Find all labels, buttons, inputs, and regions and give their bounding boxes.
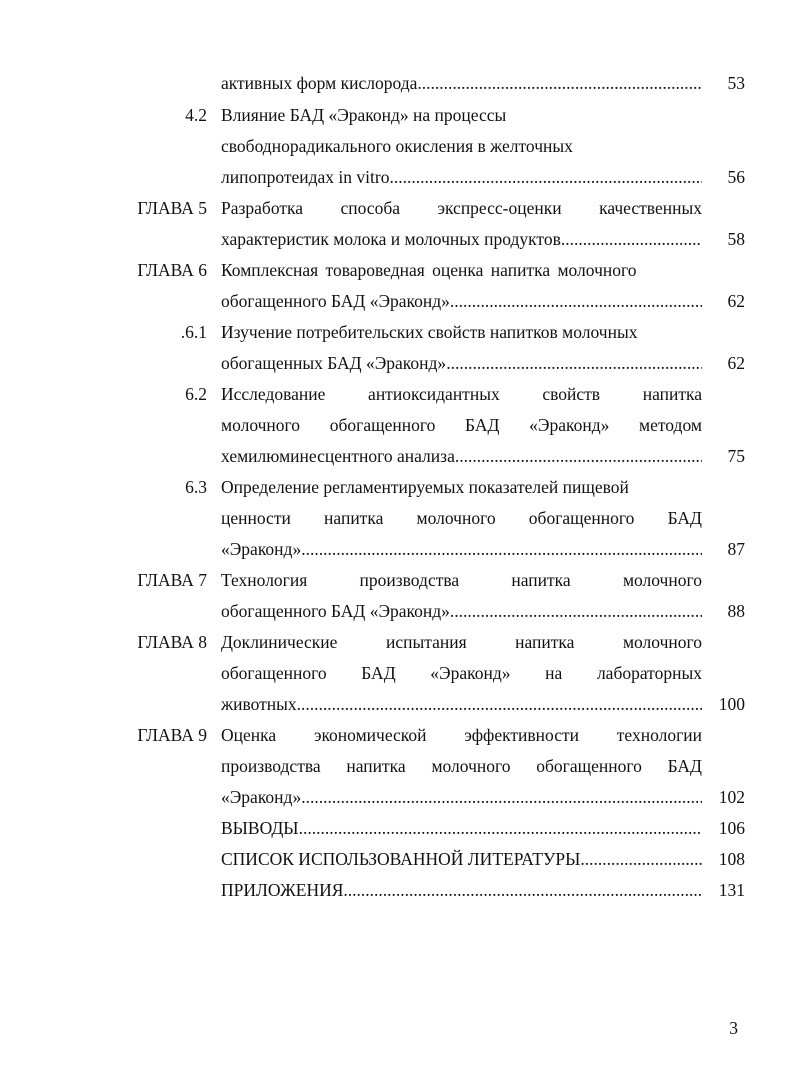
toc-entry-line	[221, 785, 702, 809]
toc-page-number: 102	[718, 787, 745, 807]
word: испытания	[385, 632, 467, 652]
toc-entry-text: характеристик молока и молочных продуктов	[221, 229, 561, 249]
dot-leader	[301, 785, 702, 809]
toc-label: 6.3	[185, 477, 207, 497]
word: Технология	[221, 570, 308, 590]
word: ценности	[221, 508, 291, 528]
toc-entry-line	[221, 568, 702, 592]
toc-page-number: 131	[718, 880, 745, 900]
word: молочного	[622, 570, 702, 590]
toc-page-number: 87	[727, 539, 745, 559]
toc-entry-line	[221, 599, 702, 623]
toc-label: 6.2	[185, 384, 207, 404]
toc-entry-line	[221, 444, 702, 468]
toc-page-number: 62	[727, 353, 745, 373]
toc-entry-conclusions	[221, 816, 702, 840]
dot-leader	[343, 878, 702, 902]
word: Исследование	[221, 384, 326, 404]
toc-page-number: 62	[727, 291, 745, 311]
toc-entry-text: обогащенного БАД «Эраконд»	[221, 291, 450, 311]
dot-leader	[450, 289, 702, 313]
toc-entry-text: ПРИЛОЖЕНИЯ	[221, 880, 344, 900]
toc-label: ГЛАВА 5	[137, 198, 207, 218]
toc-label: ГЛАВА 9	[137, 725, 207, 745]
toc-page-number: 75	[727, 446, 745, 466]
toc-page-number: 106	[718, 818, 745, 838]
dot-leader	[561, 227, 702, 251]
toc-page-number: 88	[727, 601, 745, 621]
toc-entry-text: СПИСОК ИСПОЛЬЗОВАННОЙ ЛИТЕРАТУРЫ	[221, 849, 581, 869]
toc-entry-text: Влияние БАД «Эраконд» на процессы	[221, 105, 507, 125]
toc-page-number: 58	[727, 229, 745, 249]
word: свойств	[542, 384, 601, 404]
toc-entry-text: свободнорадикального окисления в желточных	[221, 136, 573, 156]
word: напитка	[515, 632, 575, 652]
toc-label: ГЛАВА 7	[137, 570, 207, 590]
word: напитка	[511, 570, 571, 590]
word: «Эраконд»	[529, 415, 610, 435]
word: Оценка	[221, 725, 277, 745]
toc-page-number: 100	[718, 694, 745, 714]
toc-entry-line	[221, 630, 702, 654]
toc-entry-text: Изучение потребительских свойств напитков молочных	[221, 322, 638, 342]
word: на	[545, 663, 563, 683]
page-number: 3	[729, 1018, 738, 1038]
word: методом	[639, 415, 702, 435]
word: молочного	[431, 756, 511, 776]
toc-page-number: 108	[718, 849, 745, 869]
word: экспресс-оценки	[437, 198, 562, 218]
toc-entry-line	[221, 413, 702, 437]
dot-leader	[450, 599, 702, 623]
toc-entry-line	[221, 754, 702, 778]
toc-entry-line	[221, 165, 702, 189]
toc-entry-line	[221, 506, 702, 530]
word: напитка	[346, 756, 406, 776]
dot-leader	[580, 847, 702, 871]
word: технологии	[616, 725, 702, 745]
toc-entry-text: обогащенных БАД «Эраконд»	[221, 353, 447, 373]
toc-entry-line	[221, 227, 702, 251]
dot-leader	[299, 816, 702, 840]
word: лабораторных	[596, 663, 702, 683]
toc-entry-line	[221, 196, 702, 220]
toc-entry-text: Комплексная товароведная оценка напитка молочного	[221, 260, 637, 280]
toc-entry-text: животных	[221, 694, 297, 714]
word: БАД	[361, 663, 396, 683]
dot-leader	[389, 165, 702, 189]
word: обогащенного	[329, 415, 436, 435]
toc-entry-active-oxygen	[221, 71, 702, 95]
word: молочного	[416, 508, 496, 528]
toc-entry-text: «Эраконд»	[221, 787, 302, 807]
word: эффективности	[464, 725, 579, 745]
toc-entry-text: обогащенного БАД «Эраконд»	[221, 601, 450, 621]
dot-leader	[455, 444, 702, 468]
toc-page-number: 53	[727, 73, 745, 93]
toc-entry-appendices	[221, 878, 702, 902]
word: молочного	[221, 415, 301, 435]
word: напитка	[642, 384, 702, 404]
word: антиоксидантных	[368, 384, 500, 404]
word: качественных	[599, 198, 702, 218]
word: Доклинические	[221, 632, 338, 652]
word: напитка	[324, 508, 384, 528]
toc-entry-line	[221, 351, 702, 375]
word: производства	[221, 756, 321, 776]
word: молочного	[622, 632, 702, 652]
toc-entry-line	[221, 723, 702, 747]
toc-label: ГЛАВА 8	[137, 632, 207, 652]
toc-entry-line	[221, 382, 702, 406]
toc-entry-line	[221, 289, 702, 313]
dot-leader	[297, 692, 702, 716]
word: обогащенного	[536, 756, 642, 776]
dot-leader	[417, 71, 702, 95]
word: БАД	[667, 756, 702, 776]
toc-page-number: 56	[727, 167, 745, 187]
toc-label: ГЛАВА 6	[137, 260, 207, 280]
dot-leader	[446, 351, 702, 375]
word: производства	[359, 570, 460, 590]
word: обогащенного	[221, 663, 327, 683]
toc-entry-line	[221, 661, 702, 685]
toc-entry-text: ВЫВОДЫ	[221, 818, 299, 838]
toc-entry-references	[221, 847, 702, 871]
word: экономической	[313, 725, 427, 745]
dot-leader	[301, 537, 702, 561]
toc-entry-text: липопротеидах in vitro	[221, 167, 390, 187]
word: БАД	[667, 508, 702, 528]
toc-entry-text: активных форм кислорода	[221, 73, 418, 93]
toc-entry-line	[221, 692, 702, 716]
toc-label: 4.2	[185, 105, 207, 125]
toc-entry-text: Определение регламентируемых показателей пищевой	[221, 477, 629, 497]
word: Разработка	[221, 198, 304, 218]
word: БАД	[465, 415, 500, 435]
toc-entry-text: «Эраконд»	[221, 539, 302, 559]
toc-label: .6.1	[180, 322, 207, 342]
word: способа	[340, 198, 400, 218]
toc-entry-line	[221, 537, 702, 561]
word: обогащенного	[528, 508, 635, 528]
toc-entry-text: хемилюминесцентного анализа	[221, 446, 455, 466]
word: «Эраконд»	[430, 663, 511, 683]
